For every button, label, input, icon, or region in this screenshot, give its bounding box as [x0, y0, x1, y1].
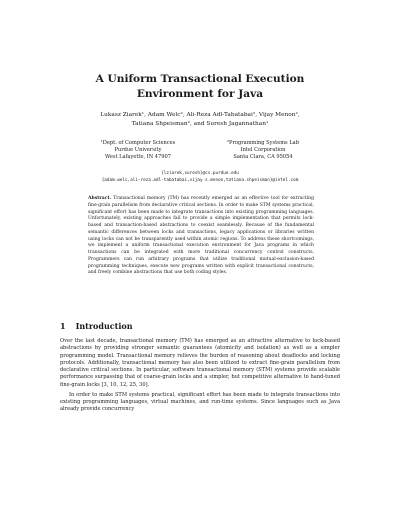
- authors-line-2: Tatiana Shpeisman², and Suresh Jagannathan¹: [131, 120, 269, 127]
- introduction-body: [60, 338, 340, 414]
- authors-line-1: Lukasz Ziarek¹, Adam Welc², Ali-Reza Adl-Tabatabai², Vijay Menon²,: [100, 112, 300, 118]
- paragraph: In order to make STM systems practical, significant effort has been made to integrate transactions into existing programming languages, virtual machines, and run-time systems. Since languages such as Java already provide concurrency: [60, 391, 340, 413]
- affiliation-line: ¹Dept. of Computer Sciences: [100, 140, 176, 146]
- email-addresses: [20, 171, 380, 185]
- paragraph: Over the last decade, transactional memory (TM) has emerged as an attractive alternative to lock-based abstractions by providing stronger semantic guarantees (atomicity and isolation) as well as a simpler programming model. Transactional memory relieves the burden of reasoning about deadlocks and locking protocols. Additionally, transactional memory has also been utilized to extract fine-grain parallelism from declarative critical sections. In particular, software transactional memory (STM) systems provide scalable performance surpassing that of coarse-grain locks and a simpler, but competitive alternative to hand-tuned fine-grain locks [3, 10, 12, 25, 30].: [60, 338, 340, 388]
- author-list: [40, 111, 360, 128]
- affiliation-line: Purdue University: [114, 147, 162, 153]
- affiliation-line: ²Programming Systems Lab: [227, 140, 299, 146]
- affiliation-purdue: [88, 140, 188, 161]
- title-line-1: A Uniform Transactional Execution: [95, 73, 305, 85]
- affiliation-line: Santa Clara, CA 95054: [233, 154, 293, 160]
- section-heading: [60, 321, 133, 331]
- affiliation-line: West Lafayette, IN 47907: [105, 154, 171, 160]
- affiliation-intel: [208, 140, 318, 161]
- title-line-2: Environment for Java: [136, 88, 264, 100]
- paper-title: [60, 72, 340, 102]
- section-title: Introduction: [75, 321, 133, 331]
- abstract-text: Transactional memory (TM) has recently emerged as an effective tool for extracting fine-grain parallelism from declarative critical sections. In order to make STM systems practical, significant effort has been made to integrate transactions into existing programming languages. Unfortunately, existing approaches fail to provide a simple implementation that permits lock-based and transaction-based abstractions to coexist seamlessly. Because of the fundamental semantic differences between locks and transactions, legacy applications or libraries written using locks can not be transparently used within atomic regions. To address these shortcomings, we implement a uniform transactional execution environment for Java programs in which transactions can be integrated with more traditional concurrency control constructs. Programmers can run arbitrary programs that utilize traditional mutual-exclusion-based programming techniques, execute new programs written with explicit transactional constructs, and freely combine abstractions that use both coding styles.: [88, 196, 314, 276]
- affiliations: [88, 140, 318, 170]
- email-purdue: {lziarek,suresh}@cs.purdue.edu: [161, 171, 239, 176]
- section-number: 1: [60, 321, 66, 331]
- affiliation-line: Intel Corporation: [240, 147, 286, 153]
- abstract-label: Abstract.: [88, 196, 112, 201]
- email-intel: {adam.welc,ali-reza.adl-tabatabai,vijay.s.menon,tatiana.shpeisman}@intel.com: [101, 177, 299, 183]
- abstract: [88, 196, 314, 277]
